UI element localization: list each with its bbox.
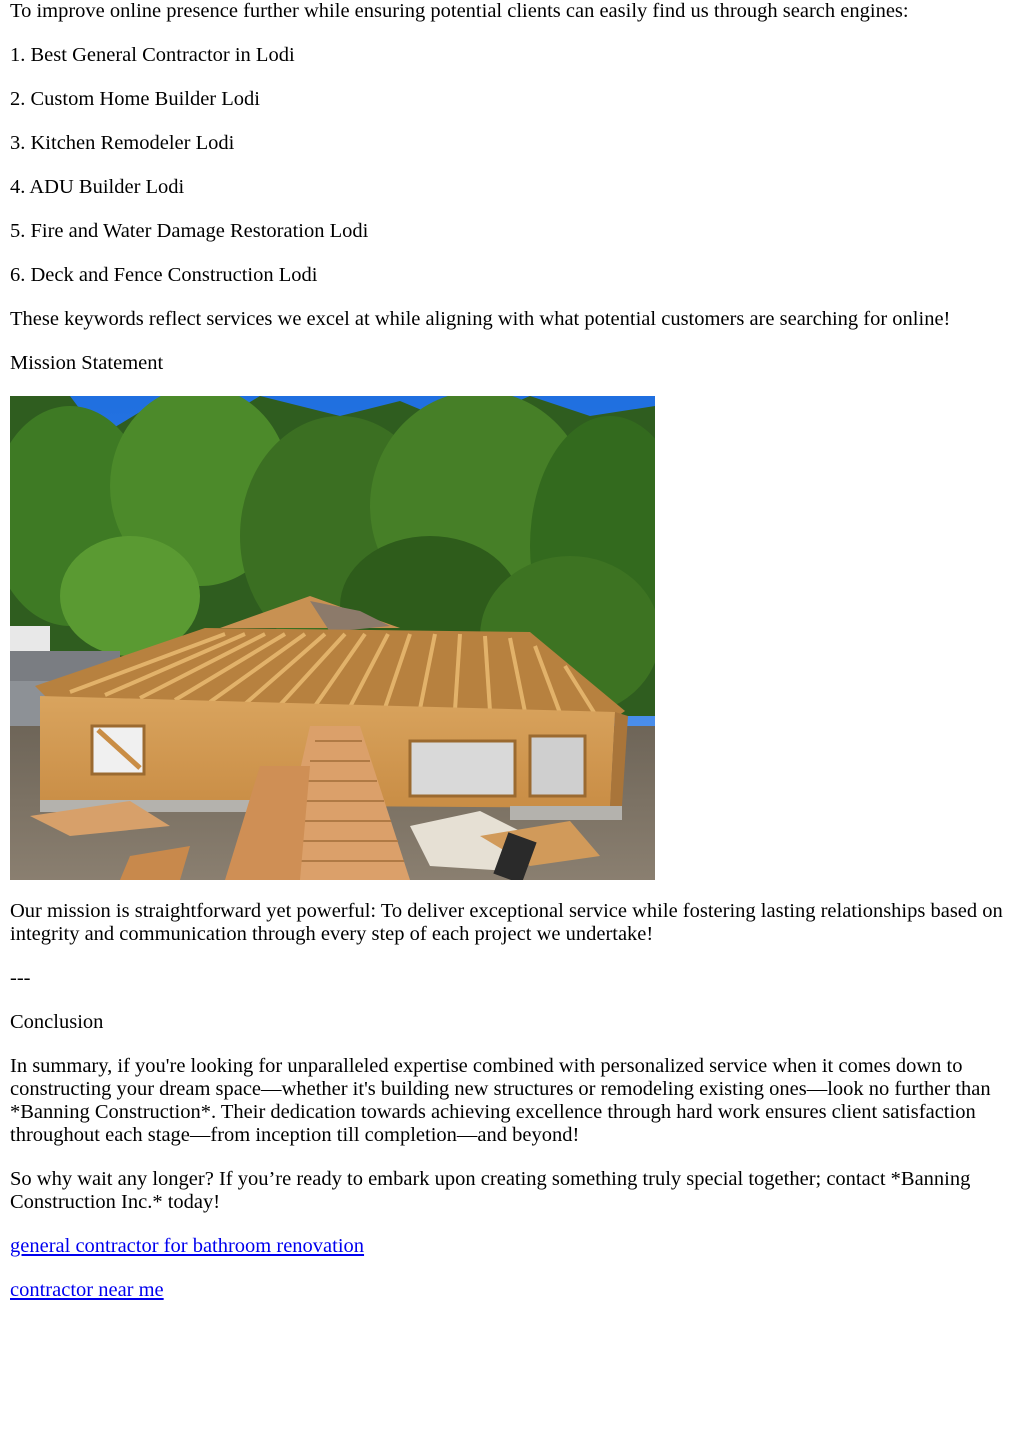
keyword-item: 4. ADU Builder Lodi xyxy=(10,176,185,198)
keyword-item: 5. Fire and Water Damage Restoration Lodi xyxy=(10,220,369,242)
bathroom-renovation-link[interactable]: general contractor for bathroom renovation xyxy=(10,1235,365,1257)
separator: --- xyxy=(10,967,31,989)
keyword-item: 3. Kitchen Remodeler Lodi xyxy=(10,132,235,154)
construction-photo xyxy=(10,396,655,880)
contractor-near-me-link[interactable]: contractor near me xyxy=(10,1279,164,1301)
link-paragraph xyxy=(10,1235,1014,1258)
mission-heading: Mission Statement xyxy=(10,352,164,374)
keyword-item: 2. Custom Home Builder Lodi xyxy=(10,88,260,110)
cta-text: So why wait any longer? If you’re ready to embark upon creating something truly special together; contact *Banning Construction Inc.* today! xyxy=(10,1168,971,1213)
mission-text: Our mission is straightforward yet powerful: To deliver exceptional service while fostering lasting relationships based on integrity and communication through every step of each project we undertake! xyxy=(10,900,1003,945)
keyword-item: 1. Best General Contractor in Lodi xyxy=(10,44,295,66)
keyword-item: 6. Deck and Fence Construction Lodi xyxy=(10,264,318,286)
conclusion-text: In summary, if you're looking for unparalleled expertise combined with personalized service when it comes down to constructing your dream space—whether it's building new structures or remodeling existing ones—look no further than *Banning Construction*. Their dedication towards achieving excellence through hard work ensures client satisfaction throughout each stage—from inception till completion—and beyond! xyxy=(10,1055,991,1146)
conclusion-heading: Conclusion xyxy=(10,1011,104,1033)
intro-paragraph: To improve online presence further while ensuring potential clients can easily find us through search engines: xyxy=(10,0,909,22)
keywords-summary: These keywords reflect services we excel at while aligning with what potential customers are searching for online! xyxy=(10,308,951,330)
document-body xyxy=(10,0,1014,1323)
link-paragraph xyxy=(10,1279,1014,1302)
